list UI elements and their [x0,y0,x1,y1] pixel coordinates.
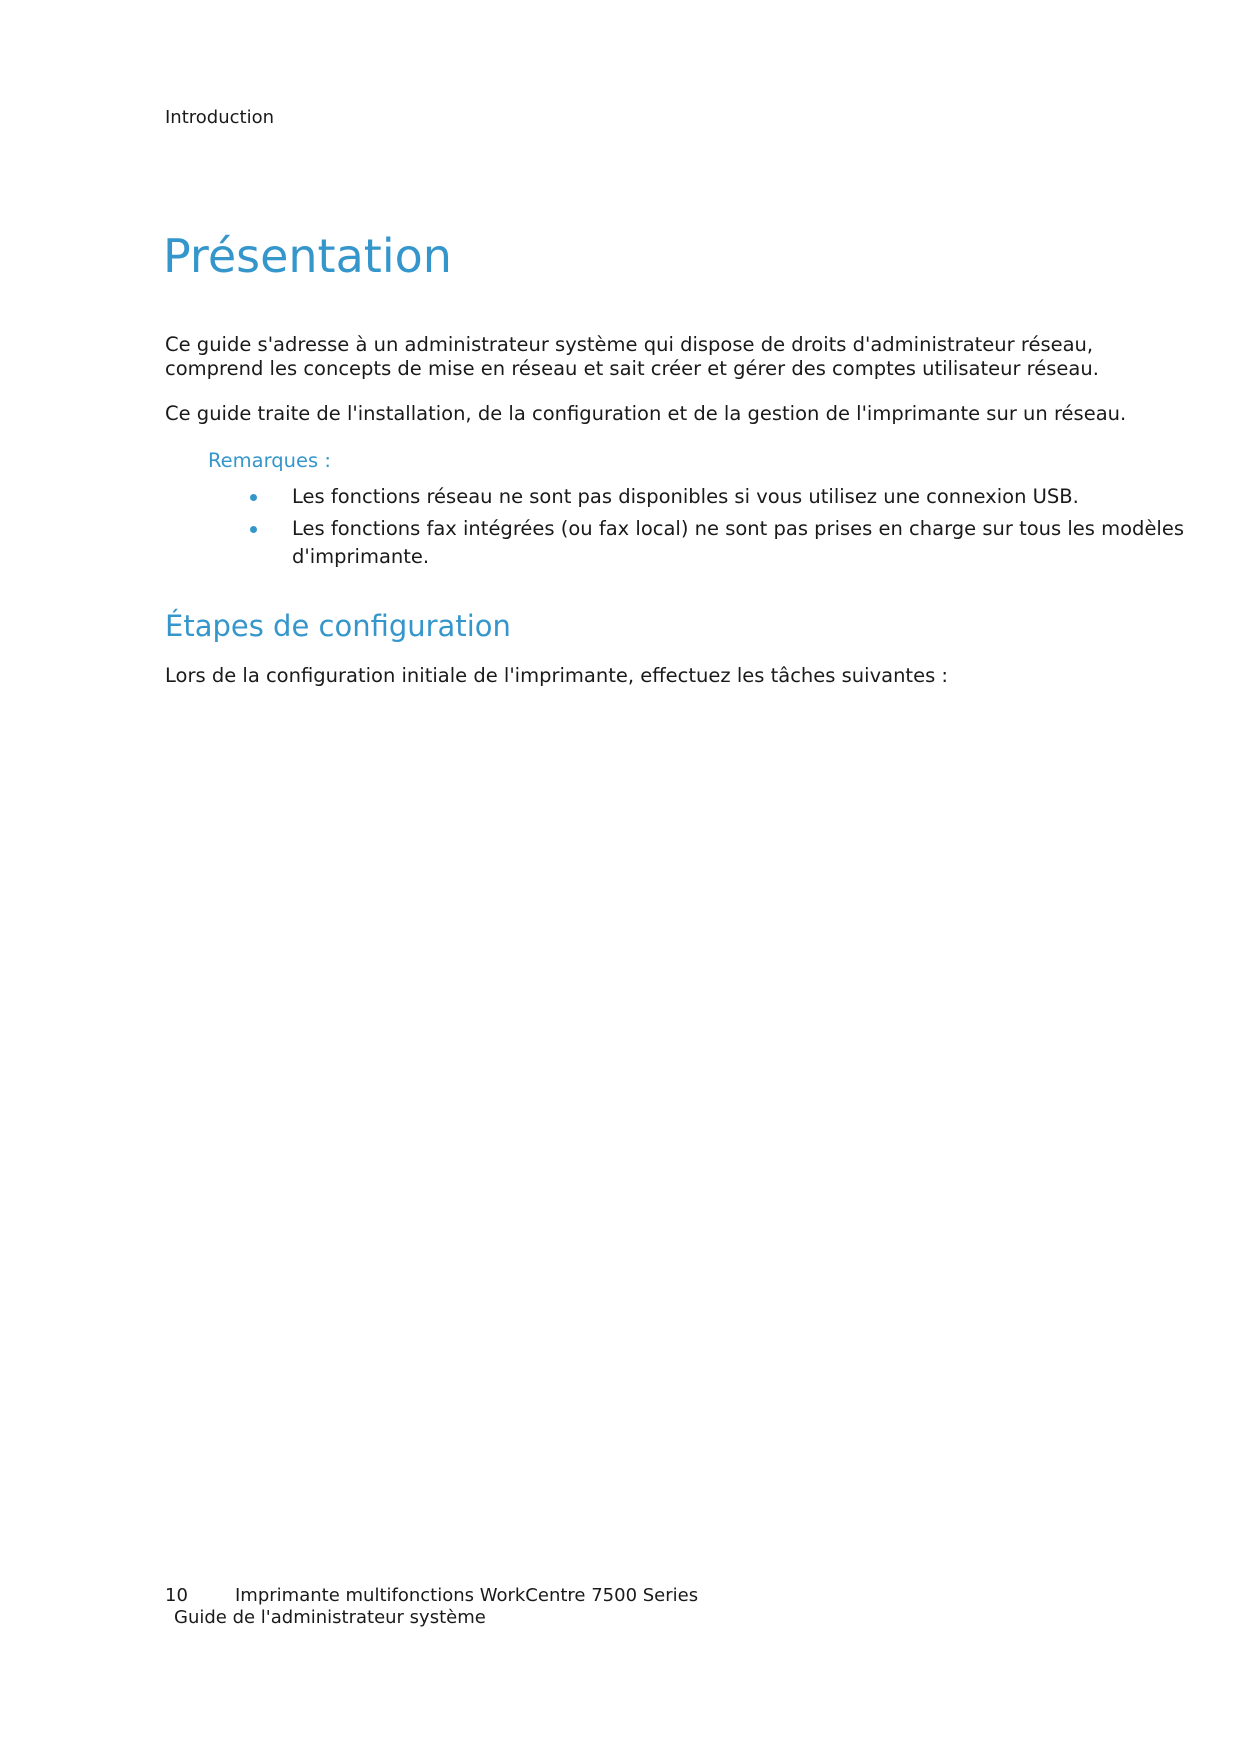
section-intro-paragraph: Lors de la configuration initiale de l'imprimante, effectuez les tâches suivantes : [165,664,948,687]
page-title: Présentation [163,229,452,283]
list-item [250,483,1130,511]
note-text-line-2: d'imprimante. [292,545,430,568]
note-text-line-1: Les fonctions fax intégrées (ou fax local) ne sont pas prises en charge sur tous les modèles [292,517,1185,540]
note-text: Les fonctions réseau ne sont pas disponibles si vous utilisez une connexion USB. [292,485,1079,508]
bullet-icon [250,494,257,501]
intro-paragraph-line-1: Ce guide s'adresse à un administrateur système qui dispose de droits d'administrateur réseau, [165,333,1094,356]
intro-paragraph [165,333,1125,381]
page-number: 10 [165,1585,188,1606]
notes-label: Remarques : [208,449,331,472]
running-header: Introduction [165,107,275,128]
guide-title: Guide de l'administrateur système [174,1607,486,1628]
scope-paragraph: Ce guide traite de l'installation, de la configuration et de la gestion de l'imprimante sur un réseau. [165,402,1127,425]
page-footer [165,1585,698,1629]
product-name: Imprimante multifonctions WorkCentre 7500 Series [235,1585,699,1606]
notes-list [250,483,1185,575]
list-item [250,515,1185,571]
bullet-icon [250,526,257,533]
intro-paragraph-line-2: comprend les concepts de mise en réseau et sait créer et gérer des comptes utilisateur réseau. [165,357,1099,380]
section-title: Étapes de configuration [165,609,511,643]
